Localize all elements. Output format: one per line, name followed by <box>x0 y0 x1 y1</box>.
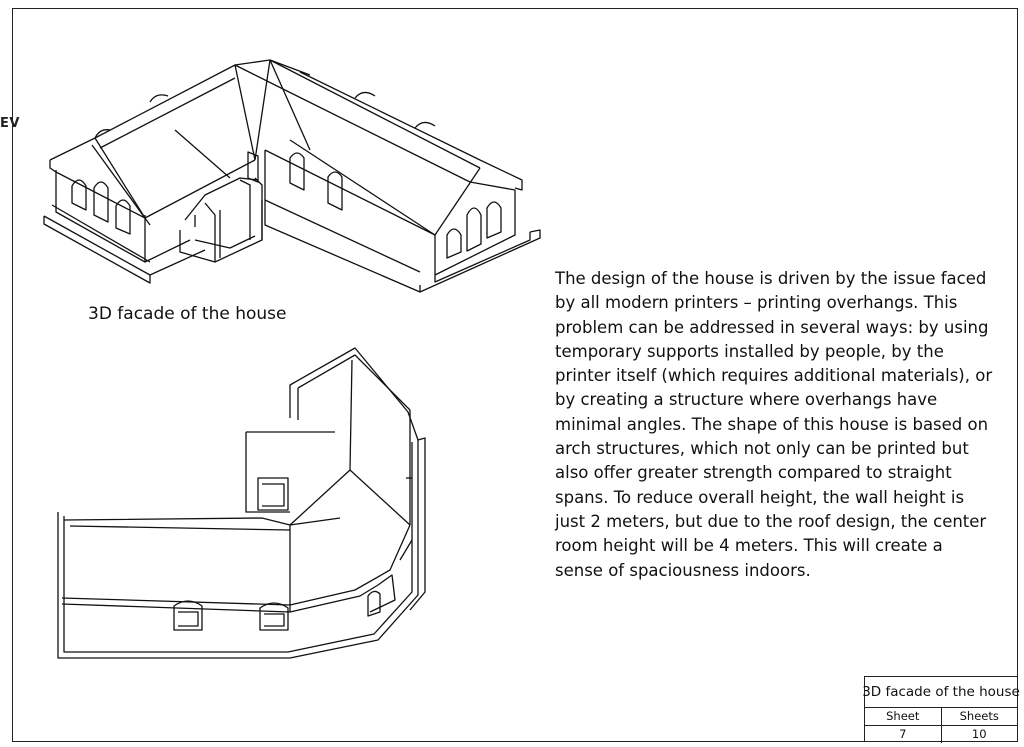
drawing-caption: 3D facade of the house <box>88 304 287 324</box>
axonometric-house-view <box>44 60 540 292</box>
title-block <box>864 676 1018 742</box>
sheet-value: 7 <box>865 726 942 743</box>
title-block-value-row <box>865 726 1017 743</box>
edge-label: EV <box>0 116 20 131</box>
sheets-value: 10 <box>971 727 987 741</box>
sheet-label: Sheet <box>865 708 942 725</box>
title-block-header-row <box>865 708 1017 726</box>
sheets-label: Sheets <box>959 709 999 723</box>
plan-view-roof <box>58 348 425 658</box>
design-description: The design of the house is driven by the issue faced by all modern printers – printing overhangs. This problem can be addressed in several ways: by using temporary supports installed by people, by the printer itself (which requires additional materials), or by creating a structure where overhangs have minimal angles. The shape of this house is based on arch structures, which not only can be printed but also offer greater strength compared to straight spans. To reduce overall height, the wall height is just 2 meters, but due to the roof design, the center room height will be 4 meters. This will create a sense of spaciousness indoors. <box>555 269 993 580</box>
title-block-title: 3D facade of the house <box>865 677 1017 708</box>
